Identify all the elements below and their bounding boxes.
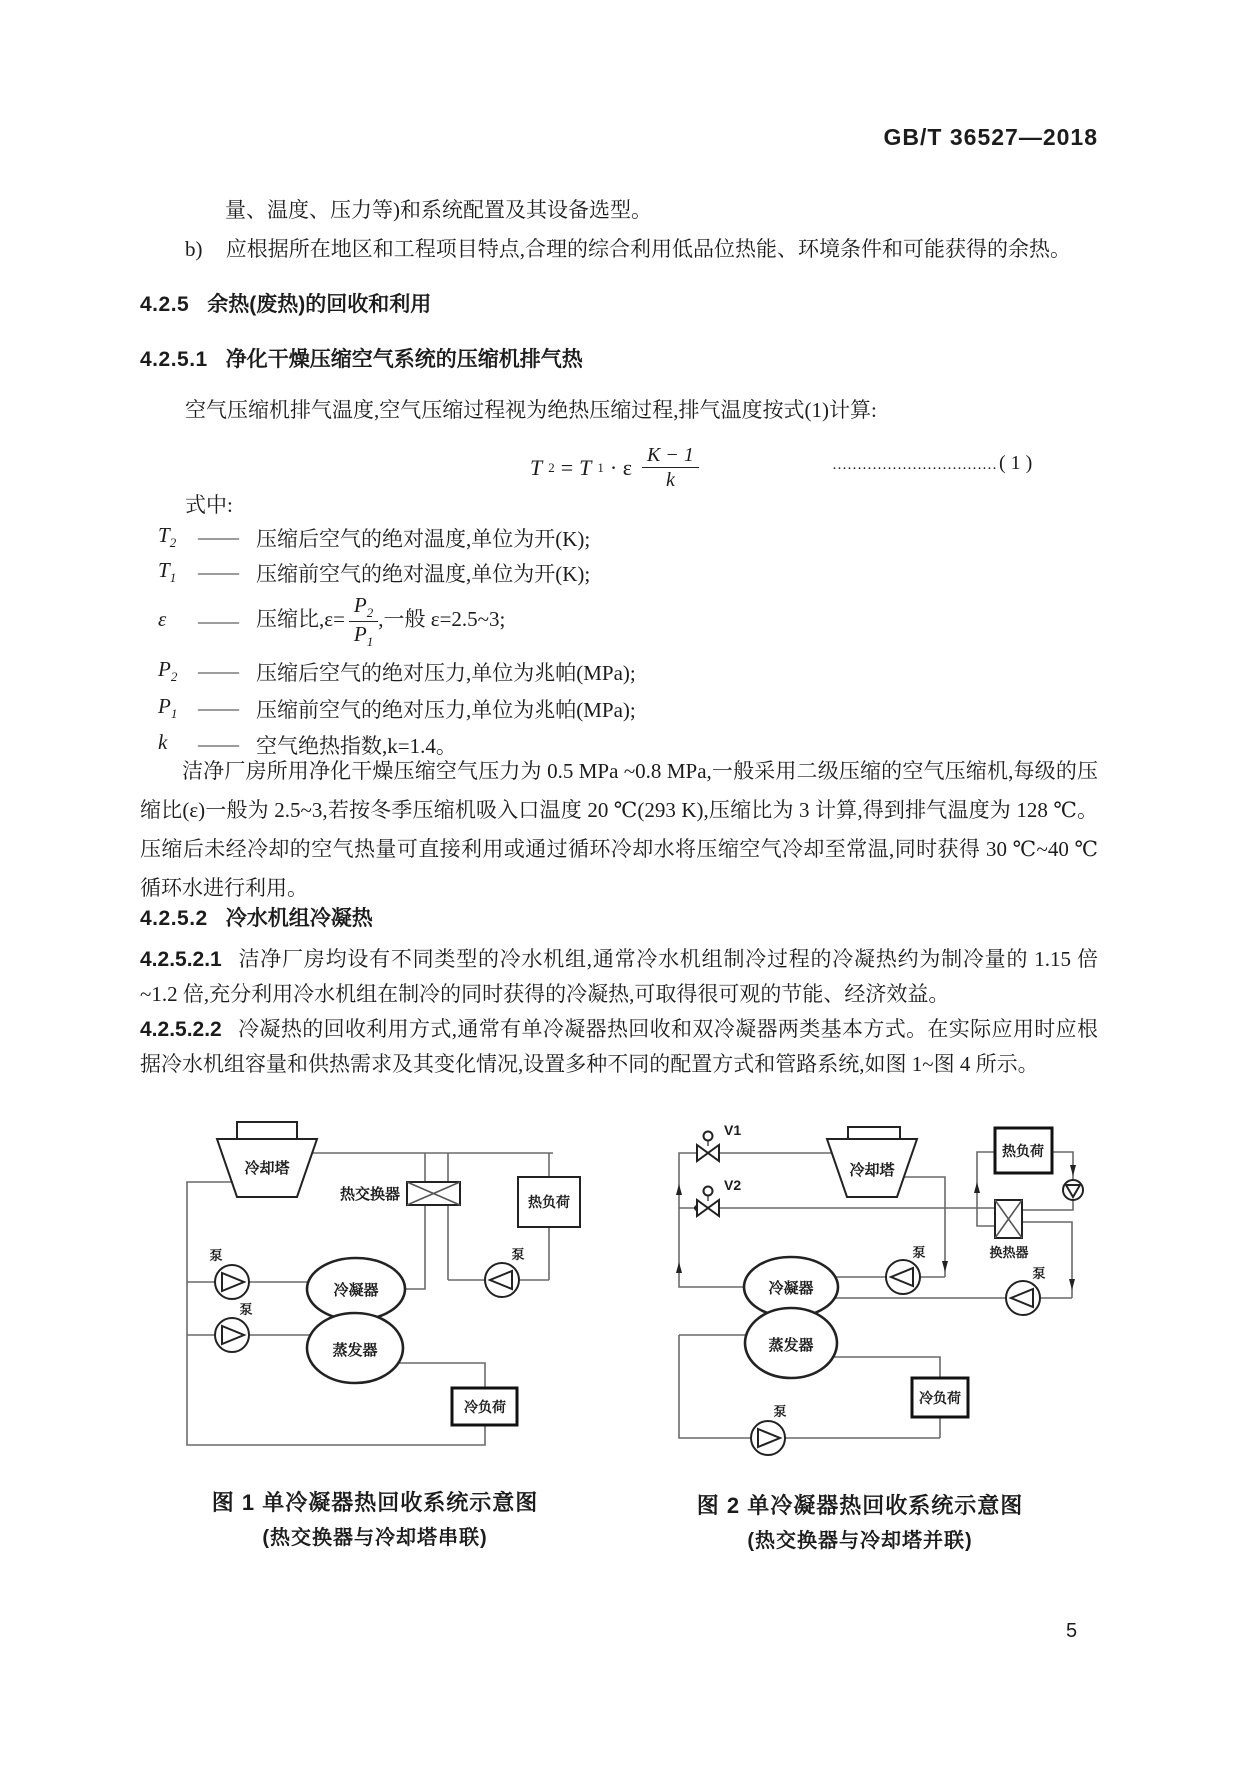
pump-label: 泵 (912, 1245, 926, 1260)
pump-label: 泵 (773, 1404, 787, 1419)
figure2-subcaption: (热交换器与冷却塔并联) (747, 1530, 973, 1552)
definition-text: 压缩前空气的绝对温度,单位为开(K); (256, 561, 591, 586)
definition-text: 空气绝热指数,k=1.4。 (256, 733, 457, 758)
formula-intro-paragraph: 空气压缩机排气温度,空气压缩过程视为绝热压缩过程,排气温度按式(1)计算: (185, 398, 877, 422)
figure2-diagram (620, 1085, 1180, 1475)
paragraph-text: 冷凝热的回收利用方式,通常有单冷凝器热回收和双冷凝器两类基本方式。在实际应用时应根据冷水机组容量和供热需求及其变化情况,设置多种不同的配置方式和管路系统,如图 1~图 4 所示。 (140, 1017, 1098, 1076)
item-a-continuation: 量、温度、压力等)和系统配置及其设备选型。 (225, 198, 652, 222)
flow-arrow-up (974, 1182, 980, 1193)
symbol: $P_2$ (158, 657, 178, 685)
paragraph-text: 洁净厂房均设有不同类型的冷水机组,通常冷水机组制冷过程的冷凝热约为制冷量的 1.15 倍~1.2 倍,充分利用冷水机组在制冷的同时获得的冷凝热,可取得很可观的节能、经济效益。 (140, 947, 1098, 1006)
valve-v1-icon (697, 1132, 719, 1162)
dash: —— (198, 732, 238, 756)
heat-load-label: 热负荷 (528, 1194, 570, 1210)
evaporator-label: 蒸发器 (332, 1342, 378, 1359)
eq-times-epsilon: · ε (609, 454, 632, 480)
where-label: 式中: (185, 493, 233, 517)
eq-equals: = (560, 454, 574, 480)
section-heading-425 (140, 288, 431, 318)
flow-arrow-down (942, 1261, 948, 1272)
definition-text: 压缩后空气的绝对压力,单位为兆帕(MPa); (256, 660, 636, 685)
section-number: 4.2.5.1 (140, 348, 208, 371)
definition-row (158, 653, 1098, 690)
definition-row (158, 520, 1098, 555)
figure2-caption: 图 2 单冷凝器热回收系统示意图 (696, 1493, 1024, 1518)
pump-label: 泵 (1032, 1266, 1046, 1281)
pipe (977, 1152, 995, 1226)
eq-rhs-subscript: 1 (597, 459, 604, 475)
condenser-label: 冷凝器 (333, 1282, 379, 1299)
flow-arrow-up (676, 1184, 682, 1195)
cooling-tower-cap (848, 1127, 900, 1139)
evaporator-label: 蒸发器 (768, 1337, 814, 1354)
pipe (405, 1153, 425, 1289)
list-item-b-text: 应根据所在地区和工程项目特点,合理的综合利用低品位热能、环境条件和可能获得的余热。 (225, 237, 1071, 261)
dash: —— (198, 659, 238, 683)
section-heading-4251 (140, 343, 583, 373)
symbol: $T_2$ (158, 523, 177, 551)
section-number: 4.2.5 (140, 293, 190, 316)
definition-text: 压缩后空气的绝对温度,单位为开(K); (256, 526, 591, 551)
valve-body (708, 1145, 719, 1161)
valve-handle (704, 1132, 713, 1141)
eq-rhs-symbol: T (579, 454, 592, 480)
heat-exchanger-label: 换热器 (989, 1245, 1029, 1260)
paragraph-42521 (140, 942, 1098, 1012)
valve-v2-icon (697, 1187, 719, 1217)
cooling-tower-label: 冷却塔 (849, 1162, 895, 1179)
eq-exponent-fraction (642, 443, 699, 492)
equation-number: ( 1 ) (999, 452, 1033, 474)
paragraph-number: 4.2.5.2.1 (140, 948, 222, 971)
valve-v1-label: V1 (724, 1122, 742, 1138)
cold-load-label: 冷负荷 (919, 1390, 961, 1406)
valve-body (708, 1200, 719, 1216)
section-title: 余热(废热)的回收和利用 (207, 293, 432, 316)
figure1-diagram (140, 1110, 600, 1460)
valve-v2-label: V2 (724, 1177, 742, 1193)
figure1-subcaption: (热交换器与冷却塔串联) (262, 1527, 488, 1549)
symbol: $T_1$ (158, 558, 177, 586)
symbol: ε (158, 607, 167, 632)
dash: —— (198, 560, 238, 584)
pipe (399, 1363, 485, 1388)
valve-handle (704, 1187, 713, 1196)
cooling-tower-label: 冷却塔 (244, 1160, 290, 1177)
flow-arrow-down (1070, 1165, 1076, 1176)
paragraph-number: 4.2.5.2.2 (140, 1018, 222, 1041)
flow-arrow-up (676, 1262, 682, 1273)
flow-arrow-down (1069, 1279, 1075, 1290)
section-heading-4252 (140, 902, 373, 932)
pump-label: 泵 (511, 1247, 525, 1262)
eq-frac-denominator: k (665, 469, 675, 491)
pump-label: 泵 (239, 1302, 253, 1317)
page-number: 5 (1066, 1620, 1078, 1642)
symbol-definitions (158, 520, 1098, 762)
dash: —— (198, 696, 238, 720)
heat-exchanger-label: 热交换器 (339, 1186, 400, 1203)
dash: —— (198, 525, 238, 549)
compressor-paragraph: 洁净厂房所用净化干燥压缩空气压力为 0.5 MPa ~0.8 MPa,一般采用二级压缩的空气压缩机,每级的压缩比(ε)一般为 2.5~3,若按冬季压缩机吸入口温度 20 ℃(293 K),压缩比为 3 计算,得到排气温度为 128 ℃。压缩后未经冷却的空气热量可直接利用或通过循环冷却水将压缩空气冷却至常温,同时获得 30 ℃~40 ℃循环水进行利用。 (140, 759, 1098, 900)
definition-text: 压缩前空气的绝对压力,单位为兆帕(MPa); (256, 697, 636, 722)
paragraph-42522 (140, 1012, 1098, 1082)
section-number: 4.2.5.2 (140, 907, 208, 930)
equation-1 (530, 443, 699, 492)
definition-row (158, 555, 1098, 590)
definition-text: 压缩比,ε= $\frac{P_2}{P_1}$ ,一般 ε=2.5~3; (256, 593, 506, 650)
eq-lhs-subscript: 2 (548, 459, 555, 475)
pipe (833, 1357, 940, 1378)
section-title: 净化干燥压缩空气系统的压缩机排气热 (225, 348, 583, 371)
eq-frac-numerator: K − 1 (642, 443, 699, 468)
heat-load-label: 热负荷 (1002, 1143, 1044, 1159)
symbol: $P_1$ (158, 694, 178, 722)
condenser-label: 冷凝器 (768, 1280, 814, 1297)
eq-lhs-symbol: T (530, 454, 543, 480)
definition-row (158, 690, 1098, 727)
list-item-b (185, 236, 1100, 262)
dash: —— (198, 609, 238, 633)
leader-dots: …………………………… (832, 457, 997, 473)
cooling-tower-cap (237, 1122, 297, 1139)
cold-load-label: 冷负荷 (464, 1399, 506, 1415)
equation-leader-dots (832, 452, 1032, 475)
symbol: k (158, 730, 168, 755)
figure1-caption: 图 1 单冷凝器热回收系统示意图 (211, 1490, 539, 1515)
list-item-b-marker: b) (185, 237, 203, 261)
pump-label: 泵 (209, 1248, 223, 1263)
standard-number-header: GB/T 36527—2018 (883, 124, 1098, 150)
section-title: 冷水机组冷凝热 (225, 907, 373, 930)
definition-row (158, 590, 1098, 653)
